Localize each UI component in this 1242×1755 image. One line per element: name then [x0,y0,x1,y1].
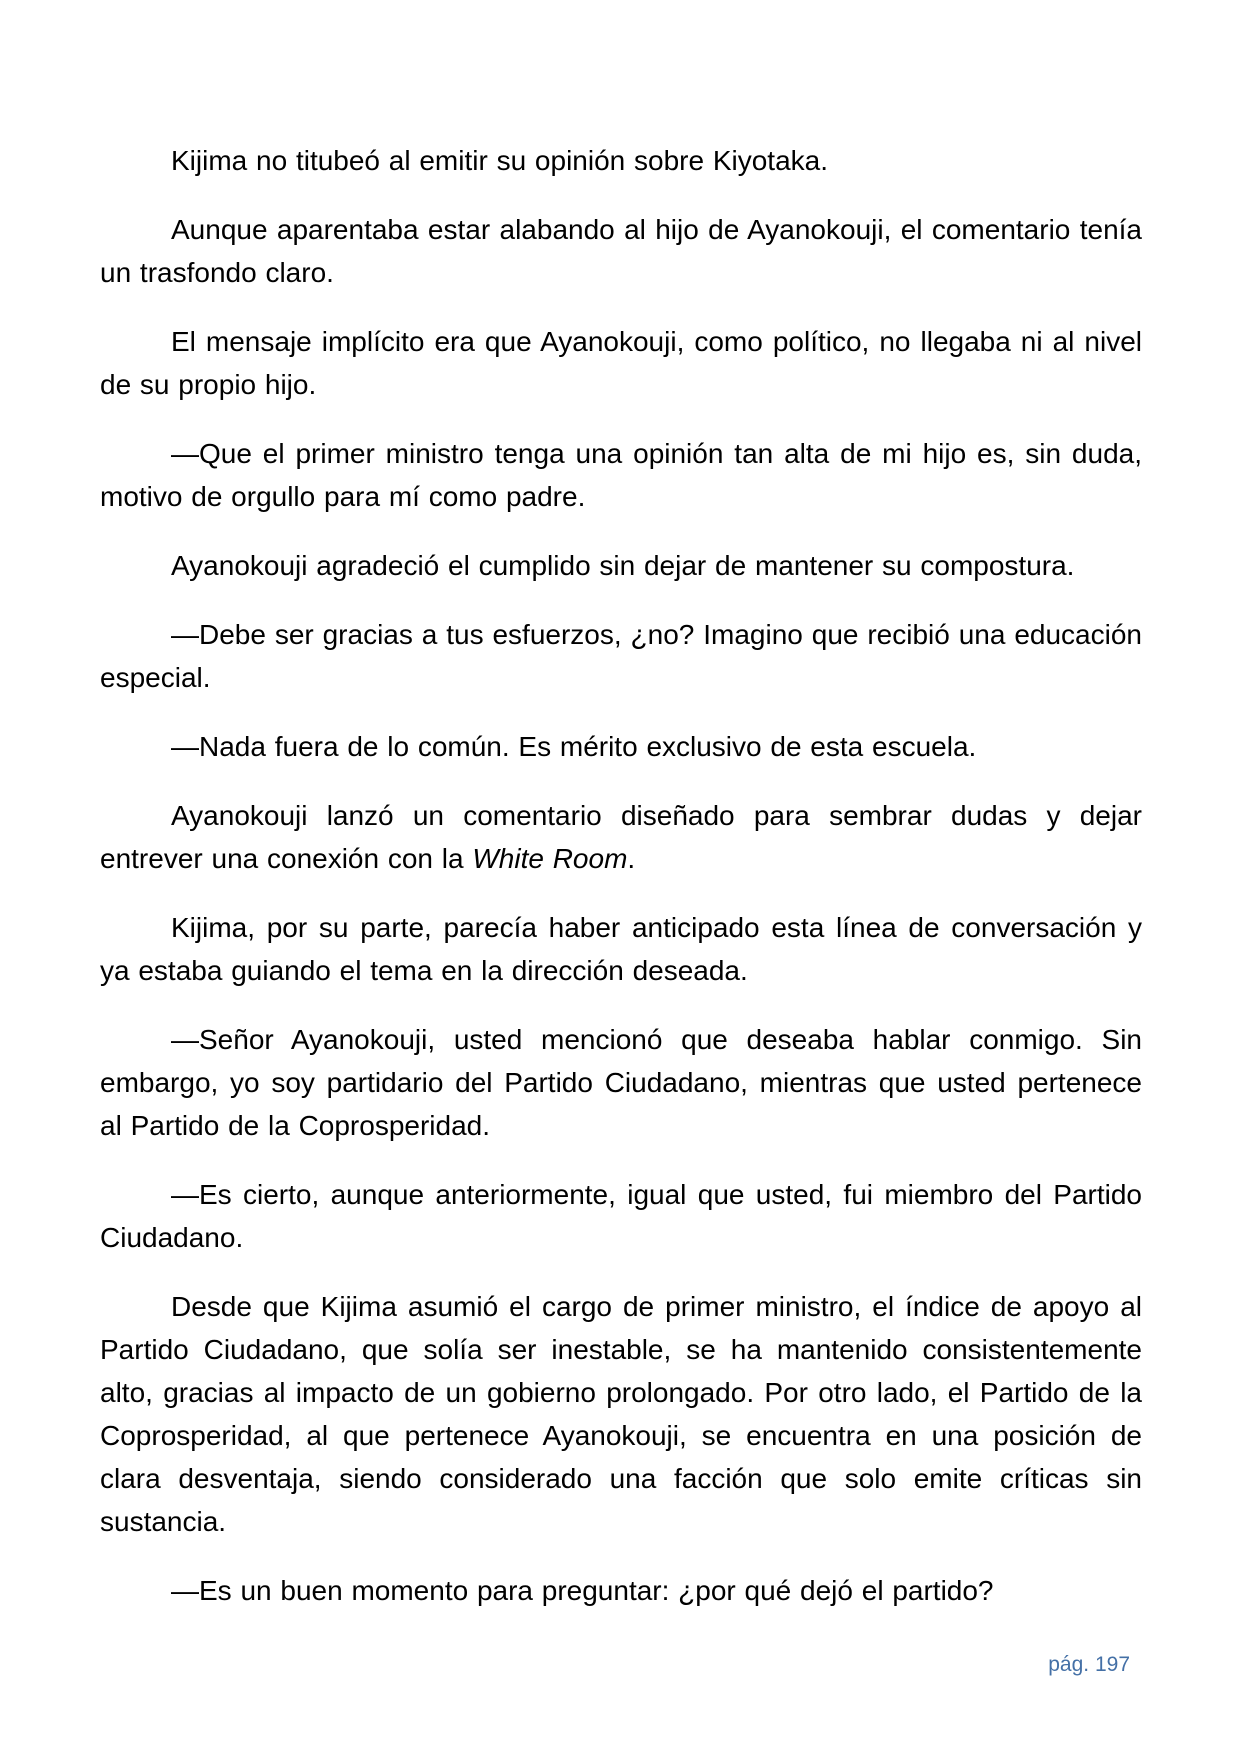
page-footer [1048,1652,1130,1678]
text-run: —Señor Ayanokouji, usted mencionó que deseaba hablar conmigo. Sin embargo, yo soy partidario del Partido Ciudadano, mientras que usted pertenece al Partido de la Coprosperidad. [100,1024,1142,1141]
paragraph [100,1569,1142,1612]
document-body [100,139,1142,1638]
paragraph [100,794,1142,880]
text-run: —Debe ser gracias a tus esfuerzos, ¿no? Imagino que recibió una educación especial. [100,619,1142,693]
text-run: . [627,843,636,874]
text-run: Ayanokouji agradeció el cumplido sin dejar de mantener su compostura. [171,550,1075,581]
text-run: El mensaje implícito era que Ayanokouji, como político, no llegaba ni al nivel de su propio hijo. [100,326,1142,400]
paragraph [100,544,1142,587]
paragraph [100,613,1142,699]
text-run: Kijima no titubeó al emitir su opinión sobre Kiyotaka. [171,145,829,176]
text-run: —Que el primer ministro tenga una opinión tan alta de mi hijo es, sin duda, motivo de orgullo para mí como padre. [100,438,1142,512]
paragraph [100,432,1142,518]
italic-text: White Room [472,843,628,874]
paragraph [100,208,1142,294]
text-run: Desde que Kijima asumió el cargo de primer ministro, el índice de apoyo al Partido Ciudadano, que solía ser inestable, se ha mantenido consistentemente alto, gracias al impacto de un gobierno prolongado. Por otro lado, el Partido de la Coprosperidad, al que pertenece Ayanokouji, se encuentra en una posición de clara desventaja, siendo considerado una facción que solo emite críticas sin sustancia. [100,1291,1142,1537]
page-number: pág. 197 [1048,1653,1130,1676]
paragraph [100,1173,1142,1259]
paragraph [100,139,1142,182]
paragraph [100,320,1142,406]
text-run: Kijima, por su parte, parecía haber anticipado esta línea de conversación y ya estaba guiando el tema en la dirección deseada. [100,912,1142,986]
text-run: Ayanokouji lanzó un comentario diseñado para sembrar dudas y dejar entrever una conexión con la [100,800,1142,874]
text-run: —Es un buen momento para preguntar: ¿por qué dejó el partido? [171,1575,994,1606]
text-run: —Es cierto, aunque anteriormente, igual que usted, fui miembro del Partido Ciudadano. [100,1179,1142,1253]
text-run: —Nada fuera de lo común. Es mérito exclusivo de esta escuela. [171,731,977,762]
paragraph [100,1285,1142,1543]
text-run: Aunque aparentaba estar alabando al hijo de Ayanokouji, el comentario tenía un trasfondo claro. [100,214,1142,288]
paragraph [100,1018,1142,1147]
paragraph [100,725,1142,768]
paragraph [100,906,1142,992]
